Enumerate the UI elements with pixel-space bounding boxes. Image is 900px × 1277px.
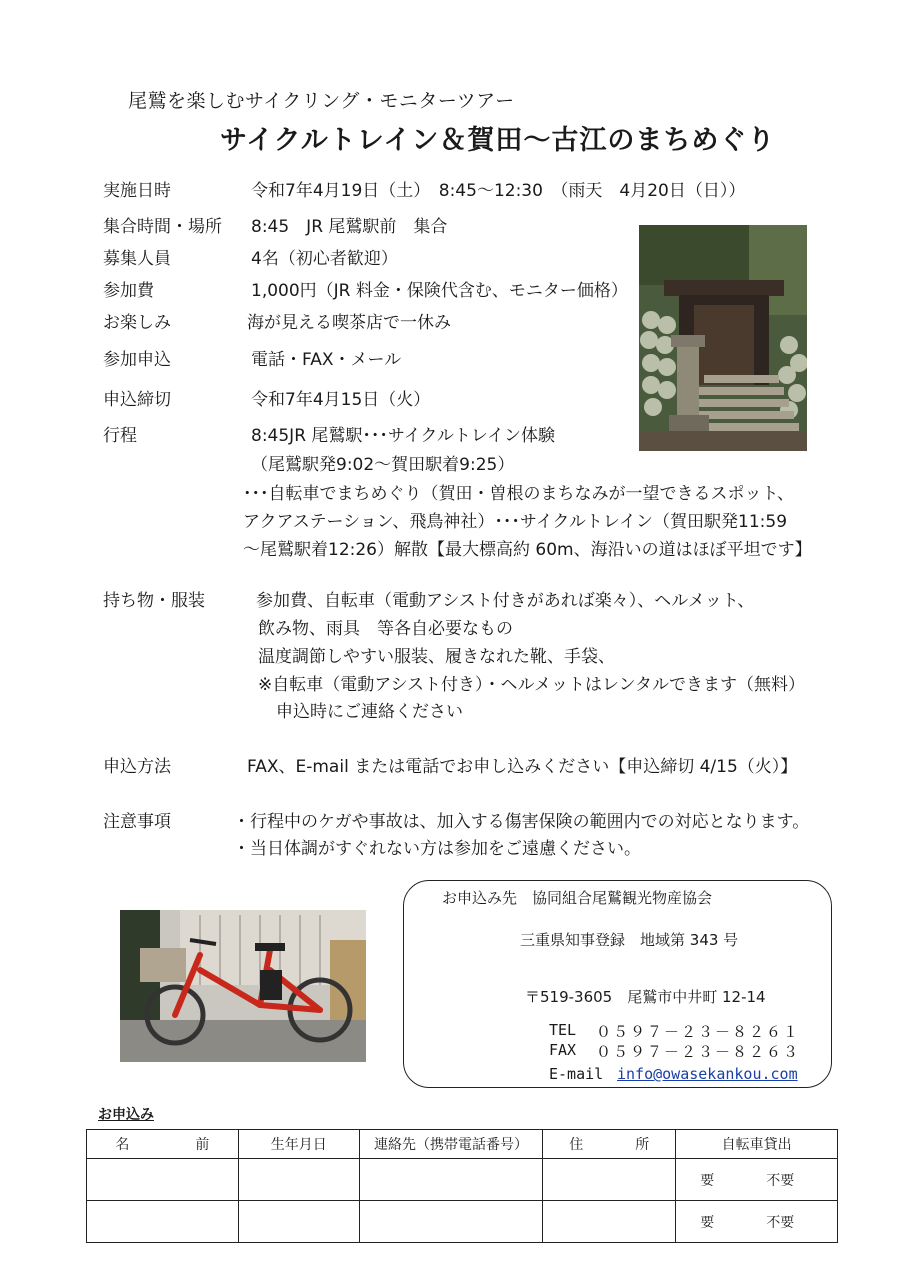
birthdate-field[interactable] (238, 1201, 359, 1243)
header-birthdate: 生年月日 (238, 1130, 359, 1159)
label-capacity: 募集人員 (103, 249, 171, 269)
address-field[interactable] (543, 1159, 676, 1201)
belongings-line: 温度調節しやすい服装、履きなれた靴、手袋、 (258, 647, 615, 667)
name-field[interactable] (87, 1201, 239, 1243)
table-row (87, 1201, 838, 1243)
page-title: サイクルトレイン＆賀田～古江のまちめぐり (220, 125, 776, 156)
contact-registration: 三重県知事登録 地域第 343 号 (520, 931, 739, 949)
contact-address: 〒519-3605 尾鷲市中井町 12-14 (525, 988, 766, 1006)
label-itinerary: 行程 (103, 426, 137, 446)
name-field[interactable] (87, 1159, 239, 1201)
value-date: 令和7年4月19日（土） 8:45～12:30 （雨天 4月20日（日）） (251, 181, 746, 201)
header-address: 住 所 (543, 1130, 676, 1159)
header-name: 名 前 (87, 1130, 239, 1159)
header-bike-rental: 自転車貸出 (676, 1130, 838, 1159)
itinerary-line: 8:45JR 尾鷲駅･･･サイクルトレイン体験 (251, 426, 556, 446)
value-meet: 8:45 JR 尾鷲駅前 集合 (251, 217, 448, 237)
label-apply: 参加申込 (103, 350, 171, 370)
label-method: 申込方法 (103, 757, 171, 777)
value-capacity: 4名（初心者歓迎） (251, 249, 398, 269)
belongings-line: 飲み物、雨具 等各自必要なもの (258, 619, 513, 639)
contact-heading: お申込み先 協同組合尾鷲観光物産協会 (442, 889, 713, 907)
header-phone: 連絡先（携帯電話番号） (359, 1130, 543, 1159)
bike-rental-cell (676, 1201, 838, 1243)
shrine-photo (639, 225, 807, 451)
notes-line: ・当日体調がすぐれない方は参加をご遠慮ください。 (233, 839, 641, 859)
label-date: 実施日時 (103, 181, 171, 201)
label-fun: お楽しみ (103, 313, 171, 333)
phone-field[interactable] (359, 1159, 543, 1201)
birthdate-field[interactable] (238, 1159, 359, 1201)
label-notes: 注意事項 (103, 812, 171, 832)
itinerary-line: ～尾鷲駅着12:26）解散【最大標高約 60m、海沿いの道はほぼ平坦です】 (243, 540, 812, 560)
itinerary-line: ･･･自転車でまちめぐり（賀田・曽根のまちなみが一望できるスポット、 (243, 484, 794, 504)
label-meet: 集合時間・場所 (103, 217, 222, 237)
email-label: E-mail (549, 1065, 604, 1083)
application-form-title: お申込み (98, 1107, 154, 1123)
belongings-line: 申込時にご連絡ください (276, 702, 463, 722)
bicycle-photo (120, 910, 366, 1062)
notes-line: ・行程中のケガや事故は、加入する傷害保険の範囲内での対応となります。 (233, 812, 810, 832)
value-apply: 電話・FAX・メール (251, 350, 402, 370)
rental-yes-option[interactable]: 要 (700, 1215, 715, 1231)
rental-no-option[interactable]: 不要 (766, 1173, 795, 1189)
fax-label: FAX (549, 1041, 577, 1059)
itinerary-line: （尾鷲駅発9:02～賀田駅着9:25） (251, 455, 515, 475)
value-fee: 1,000円（JR 料金・保険代含む、モニター価格） (251, 281, 628, 301)
fax-number: ０５９７－２３－８２６３ (596, 1043, 801, 1061)
label-belongings: 持ち物・服装 (103, 591, 205, 611)
label-deadline: 申込締切 (103, 390, 171, 410)
tel-number: ０５９７－２３－８２６１ (596, 1023, 801, 1041)
email-link[interactable]: info@owasekankou.com (617, 1065, 798, 1083)
value-fun: 海が見える喫茶店で一休み (247, 313, 451, 333)
address-field[interactable] (543, 1201, 676, 1243)
label-fee: 参加費 (103, 281, 154, 301)
application-form-table (86, 1129, 838, 1243)
value-method: FAX、E-mail または電話でお申し込みください【申込締切 4/15（火）】 (247, 757, 798, 777)
itinerary-line: アクアステーション、飛鳥神社）･･･サイクルトレイン（賀田駅発11:59 (243, 512, 788, 532)
subtitle: 尾鷲を楽しむサイクリング・モニターツアー (128, 90, 515, 112)
tel-label: TEL (549, 1021, 577, 1039)
table-row (87, 1159, 838, 1201)
rental-no-option[interactable]: 不要 (766, 1215, 795, 1231)
belongings-line: 参加費、自転車（電動アシスト付きがあれば楽々）、ヘルメット、 (256, 591, 755, 611)
value-deadline: 令和7年4月15日（火） (251, 390, 431, 410)
rental-yes-option[interactable]: 要 (700, 1173, 715, 1189)
phone-field[interactable] (359, 1201, 543, 1243)
bike-rental-cell (676, 1159, 838, 1201)
table-header-row (87, 1130, 838, 1159)
belongings-line: ※自転車（電動アシスト付き）・ヘルメットはレンタルできます（無料） (258, 675, 805, 695)
